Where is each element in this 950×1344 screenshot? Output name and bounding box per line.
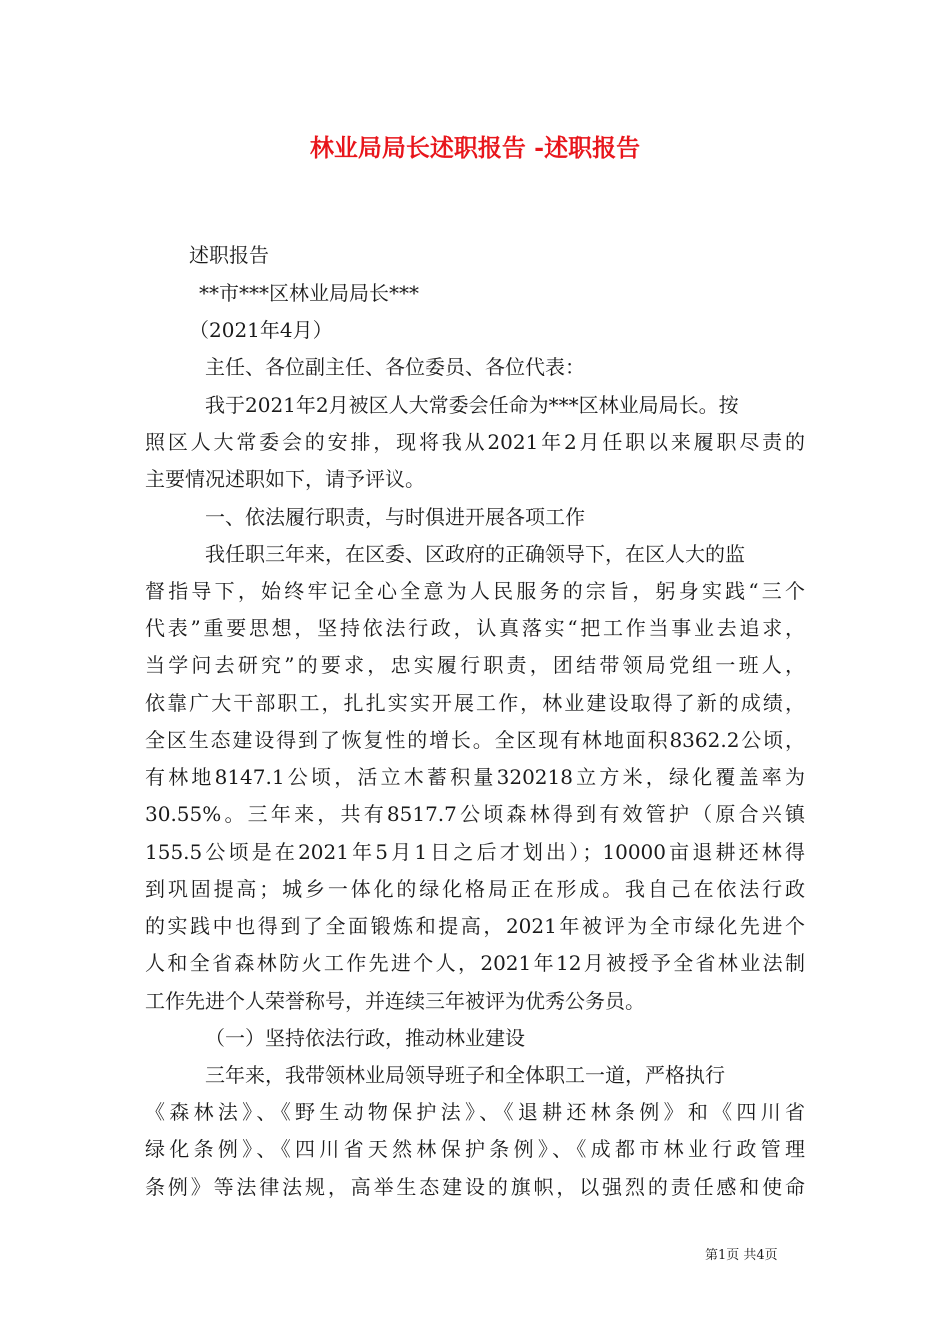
paragraph-2-line-11: 的实践中也得到了全面锻炼和提高，2021年被评为全市绿化先进个 [145, 914, 805, 938]
paragraph-1-line-2: 照区人大常委会的安排，现将我从2021年2月任职以来履职尽责的 [145, 430, 805, 454]
paragraph-2-line-12: 人和全省森林防火工作先进个人，2021年12月被授予全省林业法制 [145, 951, 805, 975]
paragraph-2-line-1: 我任职三年来，在区委、区政府的正确领导下，在区人大的监 [205, 542, 745, 566]
paragraph-3-line-1: 三年来，我带领林业局领导班子和全体职工一道，严格执行 [205, 1063, 725, 1087]
report-heading: 述职报告 [189, 243, 269, 267]
paragraph-2-line-4: 当学问去研究”的要求，忠实履行职责，团结带领局党组一班人， [145, 653, 805, 677]
author-line: **市***区林业局局长*** [199, 281, 419, 305]
paragraph-2-line-3: 代表”重要思想，坚持依法行政，认真落实“把工作当事业去追求， [145, 616, 805, 640]
paragraph-1-line-1: 我于2021年2月被区人大常委会任命为***区林业局局长。按 [205, 393, 739, 417]
paragraph-3-line-4: 条例》等法律法规，高举生态建设的旗帜，以强烈的责任感和使命 [145, 1175, 805, 1199]
paragraph-1-line-3: 主要情况述职如下，请予评议。 [145, 467, 425, 491]
document-title: 林业局局长述职报告 -述职报告 [309, 133, 641, 162]
paragraph-2-line-5: 依靠广大干部职工，扎扎实实开展工作，林业建设取得了新的成绩， [145, 691, 805, 715]
paragraph-2-line-9: 155.5公顷是在2021年5月1日之后才划出）；10000亩退耕还林得 [145, 840, 805, 864]
subsection-heading-1: （一）坚持依法行政，推动林业建设 [205, 1026, 525, 1050]
paragraph-3-line-3: 绿化条例》、《四川省天然林保护条例》、《成都市林业行政管理 [145, 1137, 805, 1161]
paragraph-2-line-2: 督指导下，始终牢记全心全意为人民服务的宗旨，躬身实践“三个 [145, 579, 805, 603]
section-heading-1: 一、依法履行职责，与时俱进开展各项工作 [205, 505, 585, 529]
paragraph-2-line-13: 工作先进个人荣誉称号，并连续三年被评为优秀公务员。 [145, 989, 645, 1013]
date-line: （2021年4月） [189, 318, 333, 342]
salutation: 主任、各位副主任、各位委员、各位代表： [205, 355, 585, 379]
paragraph-2-line-7: 有林地8147.1公顷，活立木蓄积量320218立方米，绿化覆盖率为 [145, 765, 805, 789]
paragraph-2-line-8: 30.55%。三年来，共有8517.7公顷森林得到有效管护（原合兴镇 [145, 802, 805, 826]
paragraph-3-line-2: 《森林法》、《野生动物保护法》、《退耕还林条例》和《四川省 [145, 1100, 805, 1124]
paragraph-2-line-10: 到巩固提高；城乡一体化的绿化格局正在形成。我自己在依法行政 [145, 877, 805, 901]
paragraph-2-line-6: 全区生态建设得到了恢复性的增长。全区现有林地面积8362.2公顷， [145, 728, 805, 752]
page-number: 第1页 共4页 [705, 1248, 778, 1263]
